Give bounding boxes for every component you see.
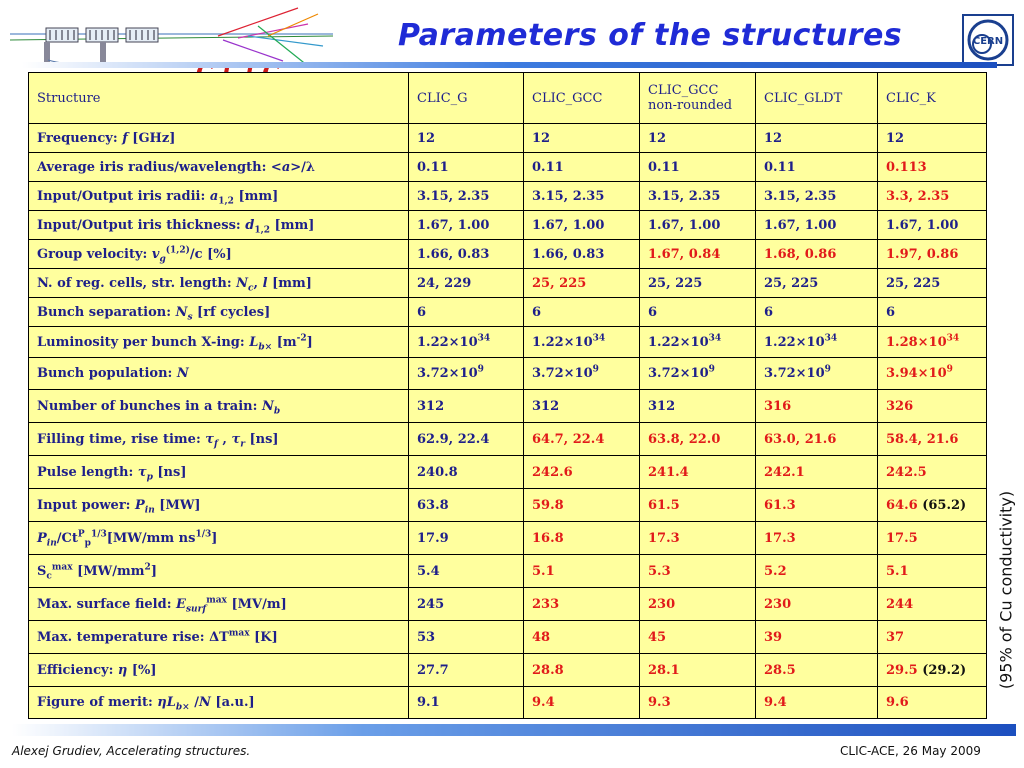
value-cell: 62.9, 22.4 — [409, 423, 524, 456]
value-cell: $3.72\times 10^9$ — [640, 358, 756, 390]
value-cell: $3.72\times 10^9$ — [409, 358, 524, 390]
value-cell: 59.8 — [524, 489, 640, 522]
value-cell: 1.97, 0.86 — [878, 240, 987, 269]
value-cell: 3.15, 2.35 — [756, 182, 878, 211]
table-row — [29, 153, 987, 182]
table-row — [29, 182, 987, 211]
value-cell: $1.22\times 10^{34}$ — [409, 327, 524, 358]
value-cell: 12 — [756, 124, 878, 153]
value-cell: $3.72\times 10^9$ — [524, 358, 640, 390]
row-label: Efficiency: η [%] — [29, 654, 409, 687]
row-label: Group velocity: $v_g^{(1,2)}/c$ [%] — [29, 240, 409, 269]
conductivity-note-text: (95% of Cu conductivity) — [996, 490, 1016, 690]
value-cell: 0.11 — [409, 153, 524, 182]
value-cell: 1.67, 1.00 — [878, 211, 987, 240]
table-row — [29, 654, 987, 687]
table-row — [29, 489, 987, 522]
table-row — [29, 588, 987, 621]
value-cell: 17.9 — [409, 522, 524, 555]
value-cell: 242.5 — [878, 456, 987, 489]
table-row — [29, 240, 987, 269]
value-cell: 244 — [878, 588, 987, 621]
value-cell: 326 — [878, 390, 987, 423]
value-cell: $1.28\times 10^{34}$ — [878, 327, 987, 358]
value-cell: 240.8 — [409, 456, 524, 489]
row-label: Input power: $P_{in}$ [MW] — [29, 489, 409, 522]
value-cell: 3.3, 2.35 — [878, 182, 987, 211]
value-cell: 29.5 (29.2) — [878, 654, 987, 687]
row-label: Luminosity per bunch X-ing: $L_{b\times}$ $[m^{-2}]$ — [29, 327, 409, 358]
value-cell: 12 — [878, 124, 987, 153]
value-cell: 24, 229 — [409, 269, 524, 298]
value-cell: 6 — [524, 298, 640, 327]
value-cell: 245 — [409, 588, 524, 621]
value-cell: 64.6 (65.2) — [878, 489, 987, 522]
header-cell: CLIC_GCC — [524, 73, 640, 124]
value-cell: 3.15, 2.35 — [640, 182, 756, 211]
value-cell: 63.8 — [409, 489, 524, 522]
table-row — [29, 423, 987, 456]
value-cell: 37 — [878, 621, 987, 654]
table-row — [29, 211, 987, 240]
value-cell: 61.3 — [756, 489, 878, 522]
table-header-row — [29, 73, 987, 124]
row-label: $S_c^{max}$ $[MW/mm^2]$ — [29, 555, 409, 588]
table-row — [29, 390, 987, 423]
value-cell: 241.4 — [640, 456, 756, 489]
value-cell: 16.8 — [524, 522, 640, 555]
table-row — [29, 621, 987, 654]
value-cell: 3.15, 2.35 — [524, 182, 640, 211]
row-label: Pulse length: $\tau_p$ [ns] — [29, 456, 409, 489]
value-cell: 3.15, 2.35 — [409, 182, 524, 211]
value-cell: 312 — [640, 390, 756, 423]
page-title: Parameters of the structures — [398, 18, 903, 53]
value-cell: 9.4 — [524, 687, 640, 719]
value-cell: 17.3 — [756, 522, 878, 555]
table-row — [29, 327, 987, 358]
header-cell — [640, 73, 756, 124]
row-label: Max. surface field: $E_{surf}^{max}$ [MV/m] — [29, 588, 409, 621]
value-cell: 28.8 — [524, 654, 640, 687]
value-cell: 9.3 — [640, 687, 756, 719]
value-cell: $1.22\times 10^{34}$ — [524, 327, 640, 358]
value-cell: 27.7 — [409, 654, 524, 687]
value-cell: 63.0, 21.6 — [756, 423, 878, 456]
value-cell: 61.5 — [640, 489, 756, 522]
row-label: Bunch population: N — [29, 358, 409, 390]
row-label: Max. temperature rise: $\Delta T^{max}$ [K] — [29, 621, 409, 654]
value-cell: 25, 225 — [524, 269, 640, 298]
value-cell: $1.22\times 10^{34}$ — [756, 327, 878, 358]
value-cell: 9.4 — [756, 687, 878, 719]
footer-event-date: CLIC-ACE, 26 May 2009 — [840, 744, 981, 758]
value-cell: 5.2 — [756, 555, 878, 588]
row-label: Number of bunches in a train: $N_b$ — [29, 390, 409, 423]
row-label: Bunch separation: $N_s$ [rf cycles] — [29, 298, 409, 327]
value-cell: 1.67, 1.00 — [640, 211, 756, 240]
header-cell: CLIC_GLDT — [756, 73, 878, 124]
value-cell: 17.5 — [878, 522, 987, 555]
value-cell: 312 — [524, 390, 640, 423]
footer-divider — [12, 724, 1016, 736]
value-cell: 6 — [756, 298, 878, 327]
table-row — [29, 687, 987, 719]
value-cell: 12 — [409, 124, 524, 153]
row-label: Figure of merit: $\eta L_{b\times}$ /N [a.u.] — [29, 687, 409, 719]
value-cell: 242.6 — [524, 456, 640, 489]
value-cell: 233 — [524, 588, 640, 621]
cern-logo — [962, 14, 1014, 66]
value-cell: 1.66, 0.83 — [409, 240, 524, 269]
value-cell: 1.68, 0.86 — [756, 240, 878, 269]
value-cell: 0.11 — [524, 153, 640, 182]
header-line: non-rounded — [648, 98, 733, 113]
value-cell: $1.22\times 10^{34}$ — [640, 327, 756, 358]
value-cell: 1.67, 0.84 — [640, 240, 756, 269]
value-cell: 9.1 — [409, 687, 524, 719]
header-cell: Structure — [29, 73, 409, 124]
value-cell: 58.4, 21.6 — [878, 423, 987, 456]
value-cell: 25, 225 — [640, 269, 756, 298]
header-divider — [22, 62, 997, 68]
value-cell: 5.1 — [524, 555, 640, 588]
value-cell: 17.3 — [640, 522, 756, 555]
value-cell: 0.113 — [878, 153, 987, 182]
footer-author: Alexej Grudiev, Accelerating structures. — [12, 744, 251, 758]
value-cell: 316 — [756, 390, 878, 423]
value-cell: 1.66, 0.83 — [524, 240, 640, 269]
table-row — [29, 358, 987, 390]
value-cell: 25, 225 — [756, 269, 878, 298]
value-cell: 64.7, 22.4 — [524, 423, 640, 456]
parameters-table — [28, 72, 987, 719]
row-label: N. of reg. cells, str. length: $N_c$, l [mm] — [29, 269, 409, 298]
value-cell: 6 — [878, 298, 987, 327]
table-row — [29, 456, 987, 489]
table-row — [29, 124, 987, 153]
value-cell: 1.67, 1.00 — [409, 211, 524, 240]
value-cell: 312 — [409, 390, 524, 423]
value-cell: 48 — [524, 621, 640, 654]
value-cell: 5.3 — [640, 555, 756, 588]
header-cell: CLIC_K — [878, 73, 987, 124]
cern-logo-text: CERN — [972, 36, 1004, 47]
header-line: CLIC_GCC — [648, 83, 719, 98]
value-cell: 12 — [524, 124, 640, 153]
value-cell: 28.5 — [756, 654, 878, 687]
value-cell: 0.11 — [640, 153, 756, 182]
table-row — [29, 555, 987, 588]
row-label: Average iris radius/wavelength: <a>/λ — [29, 153, 409, 182]
value-cell: 28.1 — [640, 654, 756, 687]
parameters-table-container — [28, 72, 986, 718]
row-label: Input/Output iris thickness: $d_{1,2}$ [mm] — [29, 211, 409, 240]
value-cell: 25, 225 — [878, 269, 987, 298]
value-cell: 5.1 — [878, 555, 987, 588]
value-cell: 230 — [756, 588, 878, 621]
value-cell: 53 — [409, 621, 524, 654]
value-cell: 6 — [640, 298, 756, 327]
row-label: Input/Output iris radii: $a_{1,2}$ [mm] — [29, 182, 409, 211]
conductivity-note — [991, 470, 1021, 710]
value-cell: 12 — [640, 124, 756, 153]
value-cell: 6 — [409, 298, 524, 327]
value-cell: 45 — [640, 621, 756, 654]
value-cell: $3.94\times 10^9$ — [878, 358, 987, 390]
value-cell: 63.8, 22.0 — [640, 423, 756, 456]
row-label: Frequency: f [GHz] — [29, 124, 409, 153]
row-label: $P_{in}/Ct^P_p^{1/3}[MW/mm$ $ns^{1/3}$] — [29, 522, 409, 555]
table-row — [29, 522, 987, 555]
table-row — [29, 269, 987, 298]
value-cell: $3.72\times 10^9$ — [756, 358, 878, 390]
value-cell: 1.67, 1.00 — [524, 211, 640, 240]
value-cell: 9.6 — [878, 687, 987, 719]
value-cell: 39 — [756, 621, 878, 654]
value-cell: 242.1 — [756, 456, 878, 489]
header-cell: CLIC_G — [409, 73, 524, 124]
value-cell: 0.11 — [756, 153, 878, 182]
value-cell: 5.4 — [409, 555, 524, 588]
value-cell: 1.67, 1.00 — [756, 211, 878, 240]
value-cell: 230 — [640, 588, 756, 621]
table-row — [29, 298, 987, 327]
row-label: Filling time, rise time: $\tau_f$ , $\tau_r$ [ns] — [29, 423, 409, 456]
